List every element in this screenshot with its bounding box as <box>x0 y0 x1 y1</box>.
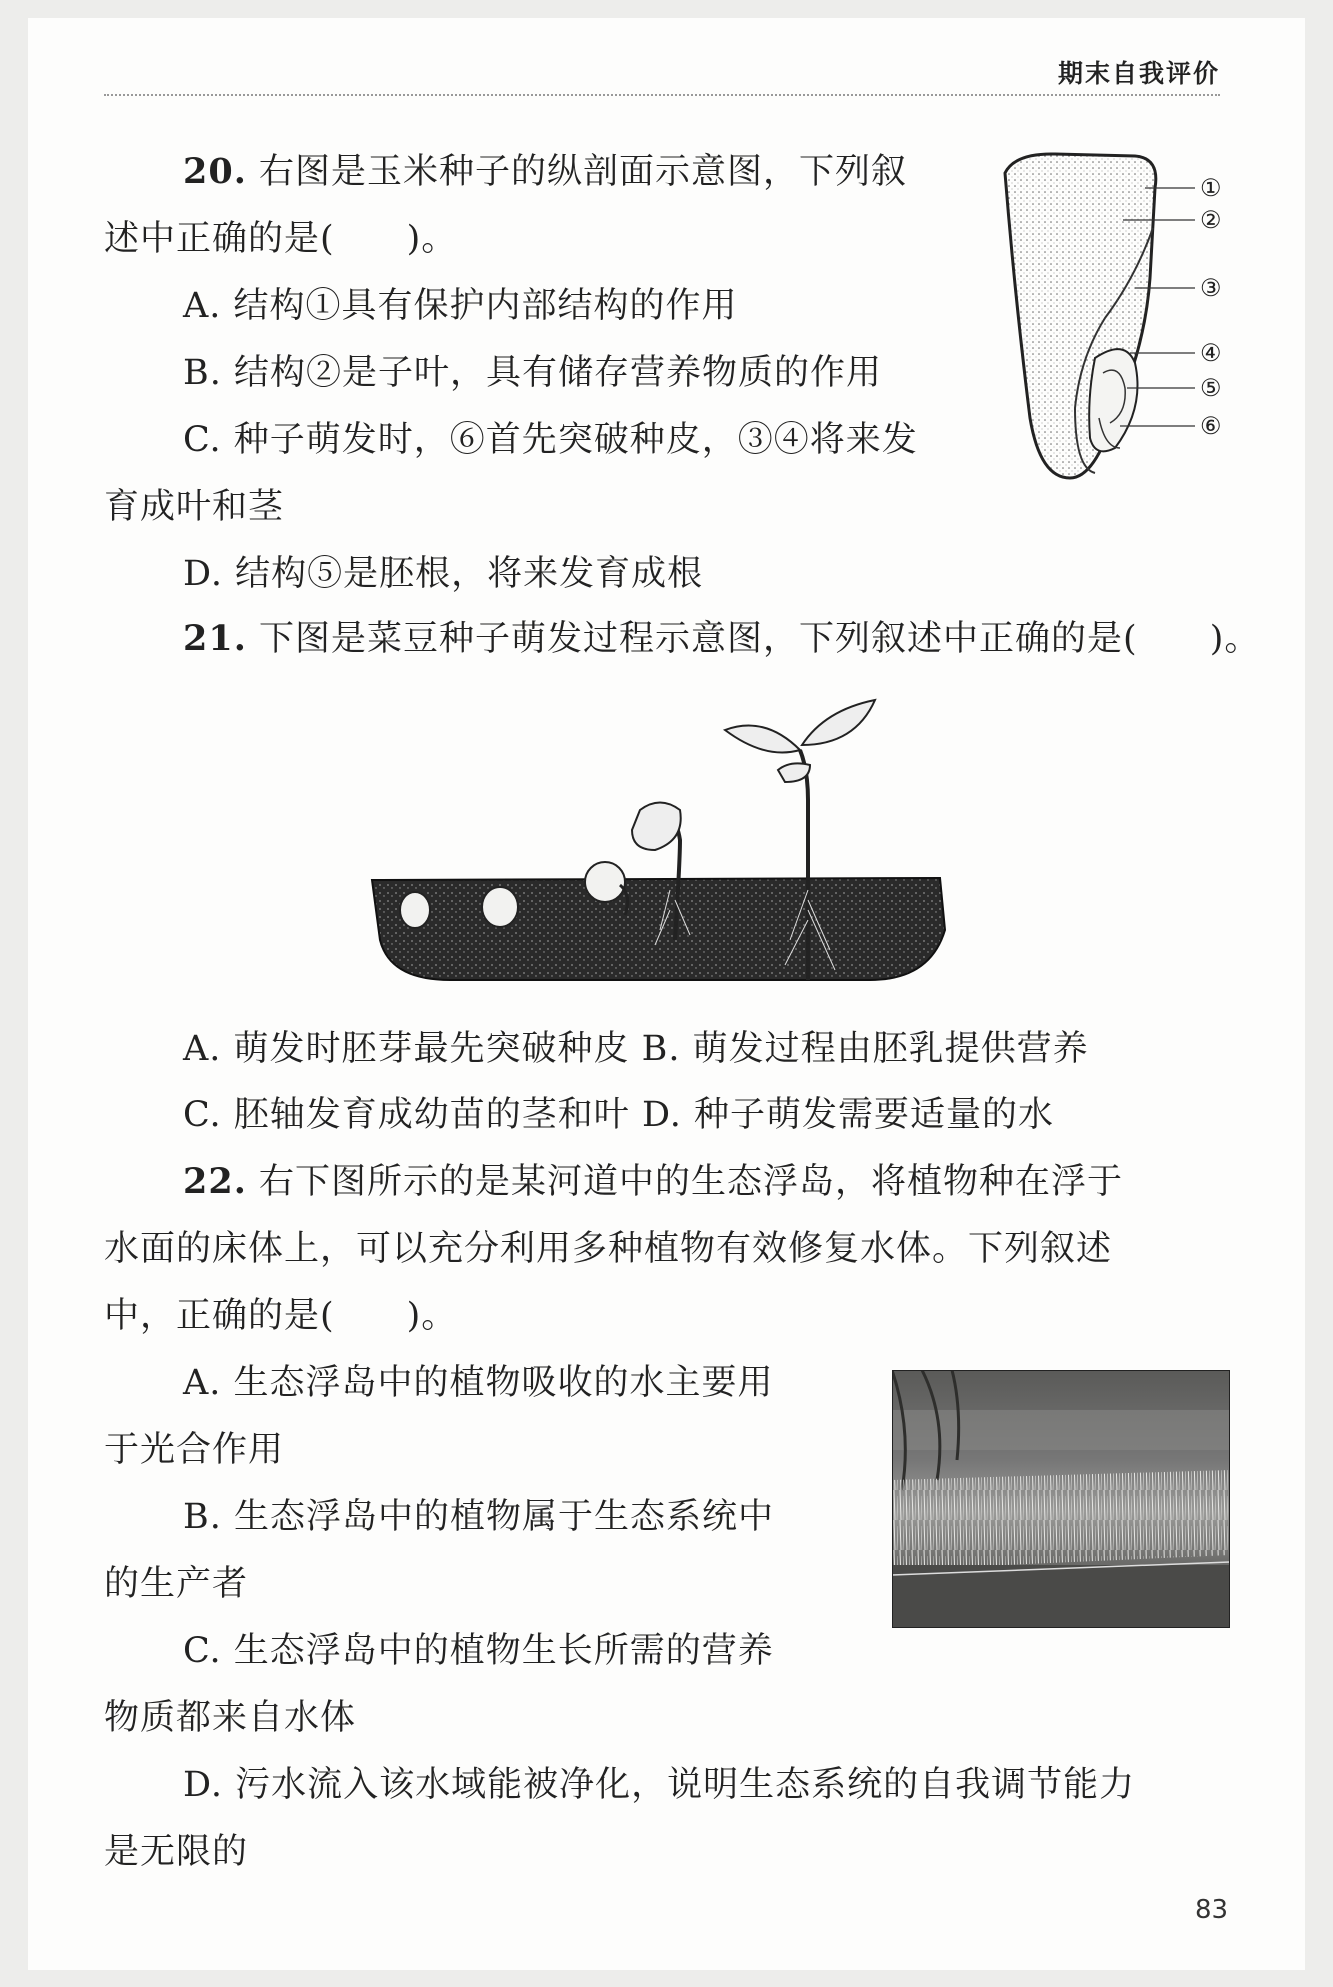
q21-option-c: C. 胚轴发育成幼苗的茎和叶 <box>183 1095 630 1135</box>
q20-stem-line-2: 述中正确的是( )。 <box>104 219 458 259</box>
header-title: 期末自我评价 <box>1057 59 1220 88</box>
corn-label-5: ⑤ <box>1200 374 1222 402</box>
q21-option-a: A. 萌发时胚芽最先突破种皮 <box>183 1029 630 1069</box>
q20-stem-text-1: 右图是玉米种子的纵剖面示意图，下列叙 <box>259 152 908 192</box>
q21-stem-line <box>183 617 1260 661</box>
q22-stem-line-1 <box>183 1160 1123 1204</box>
q21-stem-text: 下图是菜豆种子萌发过程示意图，下列叙述中正确的是( )。 <box>259 619 1261 659</box>
q22-option-c-line-1: C. 生态浮岛中的植物生长所需的营养 <box>183 1631 774 1671</box>
corn-label-1: ① <box>1200 174 1222 202</box>
q22-stem-line-2: 水面的床体上，可以充分利用多种植物有效修复水体。下列叙述 <box>104 1229 1113 1269</box>
page-header <box>104 42 1220 88</box>
q22-option-a-line-1: A. 生态浮岛中的植物吸收的水主要用 <box>183 1363 774 1403</box>
q22-number: 22. <box>183 1161 247 1202</box>
q22-option-a-line-2: 于光合作用 <box>104 1430 285 1470</box>
corn-label-2: ② <box>1200 206 1222 234</box>
q21-option-d: D. 种子萌发需要适量的水 <box>641 1095 1055 1135</box>
q20-stem-line-1 <box>183 150 907 194</box>
q22-option-c-line-2: 物质都来自水体 <box>104 1698 357 1738</box>
q22-option-b-line-1: B. 生态浮岛中的植物属于生态系统中 <box>183 1497 774 1537</box>
q20-option-c-line-2: 育成叶和茎 <box>104 487 285 527</box>
q20-option-d: D. 结构⑤是胚根，将来发育成根 <box>183 554 704 594</box>
header-divider <box>104 94 1220 96</box>
floating-island-photo <box>892 1370 1230 1628</box>
q21-option-b: B. 萌发过程由胚乳提供营养 <box>641 1029 1089 1069</box>
bean-germination-diagram <box>370 690 970 990</box>
q22-stem-line-3: 中，正确的是( )。 <box>104 1296 458 1336</box>
q21-options-row-1 <box>183 1027 1089 1071</box>
q21-number: 21. <box>183 618 247 659</box>
q20-option-c-line-1: C. 种子萌发时，⑥首先突破种皮，③④将来发 <box>183 420 918 460</box>
q22-option-d-line-1: D. 污水流入该水域能被净化，说明生态系统的自我调节能力 <box>183 1765 1136 1805</box>
q20-number: 20. <box>183 151 247 192</box>
q20-option-a: A. 结构①具有保护内部结构的作用 <box>183 286 738 326</box>
page-number: 83 <box>1195 1895 1229 1925</box>
q22-option-b-line-2: 的生产者 <box>104 1564 249 1604</box>
q22-option-d-line-2: 是无限的 <box>104 1832 249 1872</box>
corn-label-3: ③ <box>1200 274 1222 302</box>
q21-options-row-2 <box>183 1093 1054 1137</box>
q22-stem-text-1: 右下图所示的是某河道中的生态浮岛，将植物种在浮于 <box>259 1162 1124 1202</box>
corn-label-6: ⑥ <box>1200 412 1222 440</box>
corn-seed-diagram <box>995 148 1245 488</box>
corn-label-4: ④ <box>1200 339 1222 367</box>
q20-option-b: B. 结构②是子叶，具有储存营养物质的作用 <box>183 353 882 393</box>
